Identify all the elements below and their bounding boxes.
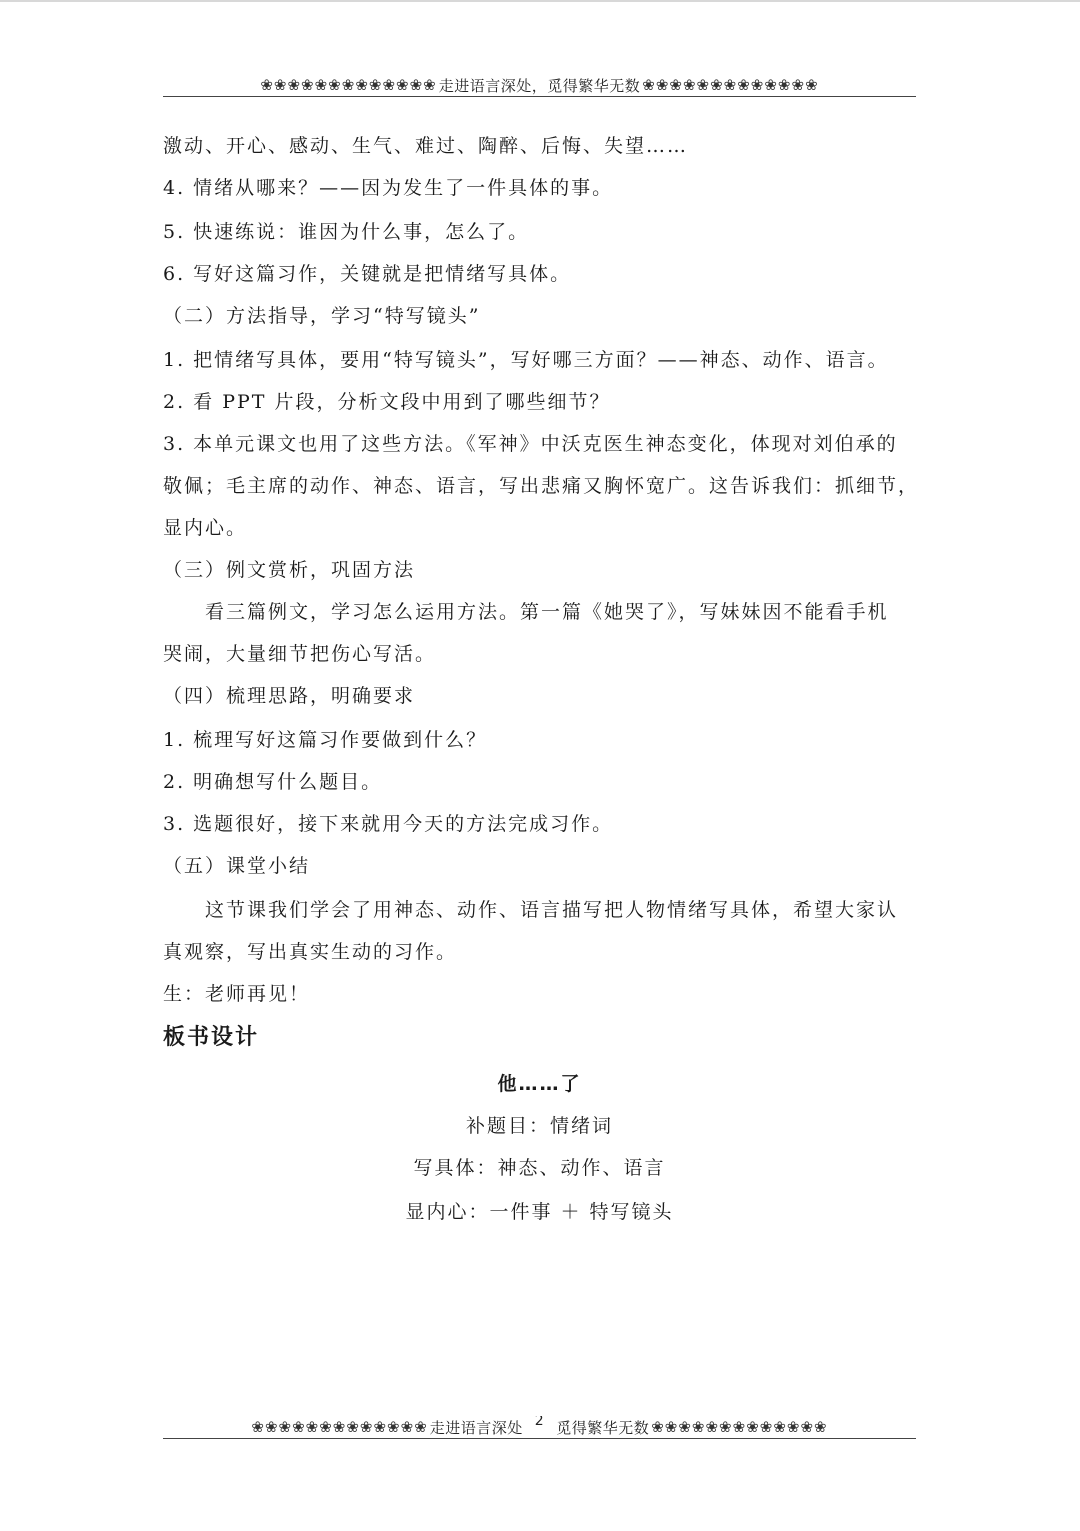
body-line: 生：老师再见！ [163,983,311,1005]
header-rule [163,96,916,97]
body-line: 真观察，写出真实生动的习作。 [163,941,458,963]
body-line: 5. 快速练说：谁因为什么事，怎么了。 [163,221,530,243]
body-line: 2. 看 PPT 片段，分析文段中用到了哪些细节？ [163,391,611,413]
body-line: 4. 情绪从哪来？——因为发生了一件具体的事。 [163,177,614,199]
page-number: 2 [534,1416,545,1429]
header-flowers-left: ❀❀❀❀❀❀❀❀❀❀❀❀❀ [260,76,437,94]
header-banner [163,74,916,96]
body-line: 这节课我们学会了用神态、动作、语言描写把人物情绪写具体，希望大家认 [205,899,899,921]
body-line: 1. 把情绪写具体，要用“特写镜头”，写好哪三方面？——神态、动作、语言。 [163,349,889,371]
footer-flowers-right: ❀❀❀❀❀❀❀❀❀❀❀❀❀ [651,1418,828,1436]
body-line: 哭闹，大量细节把伤心写活。 [163,643,437,665]
body-line: 3. 本单元课文也用了这些方法。《军神》中沃克医生神态变化，体现对刘伯承的 [163,433,898,455]
footer-rule [163,1438,916,1439]
body-line: 看三篇例文，学习怎么运用方法。第一篇《她哭了》，写妹妹因不能看手机 [205,601,889,623]
board-line-3: 显内心：一件事 ＋ 特写镜头 [405,1201,674,1223]
board-design-heading: 板书设计 [163,1025,260,1050]
board-line-2: 写具体：神态、动作、语言 [413,1157,666,1179]
section-heading-5: （五）课堂小结 [163,855,311,877]
footer-flowers-left: ❀❀❀❀❀❀❀❀❀❀❀❀❀ [251,1418,428,1436]
body-line: 敬佩；毛主席的动作、神态、语言，写出悲痛又胸怀宽广。这告诉我们：抓细节， [163,475,920,497]
body-line: 6. 写好这篇习作，关键就是把情绪写具体。 [163,263,572,285]
section-heading-4: （四）梳理思路，明确要求 [163,685,416,707]
section-heading-3: （三）例文赏析，巩固方法 [163,559,416,581]
board-title: 他……了 [497,1073,582,1095]
header-flowers-right: ❀❀❀❀❀❀❀❀❀❀❀❀❀ [642,76,819,94]
footer-banner [163,1416,916,1438]
body-line: 显内心。 [163,517,248,539]
footer-text-right: 觅得繁华无数 [556,1418,650,1437]
body-line: 激动、开心、感动、生气、难过、陶醉、后悔、失望…… [163,135,689,157]
footer-text-left: 走进语言深处 [429,1418,523,1437]
body-line: 3. 选题很好，接下来就用今天的方法完成习作。 [163,813,614,835]
section-heading-2: （二）方法指导，学习“特写镜头” [163,305,481,327]
body-line: 1. 梳理写好这篇习作要做到什么？ [163,729,488,751]
body-line: 2. 明确想写什么题目。 [163,771,383,793]
header-text: 走进语言深处，觅得繁华无数 [438,76,641,95]
board-line-1: 补题目：情绪词 [465,1115,613,1137]
